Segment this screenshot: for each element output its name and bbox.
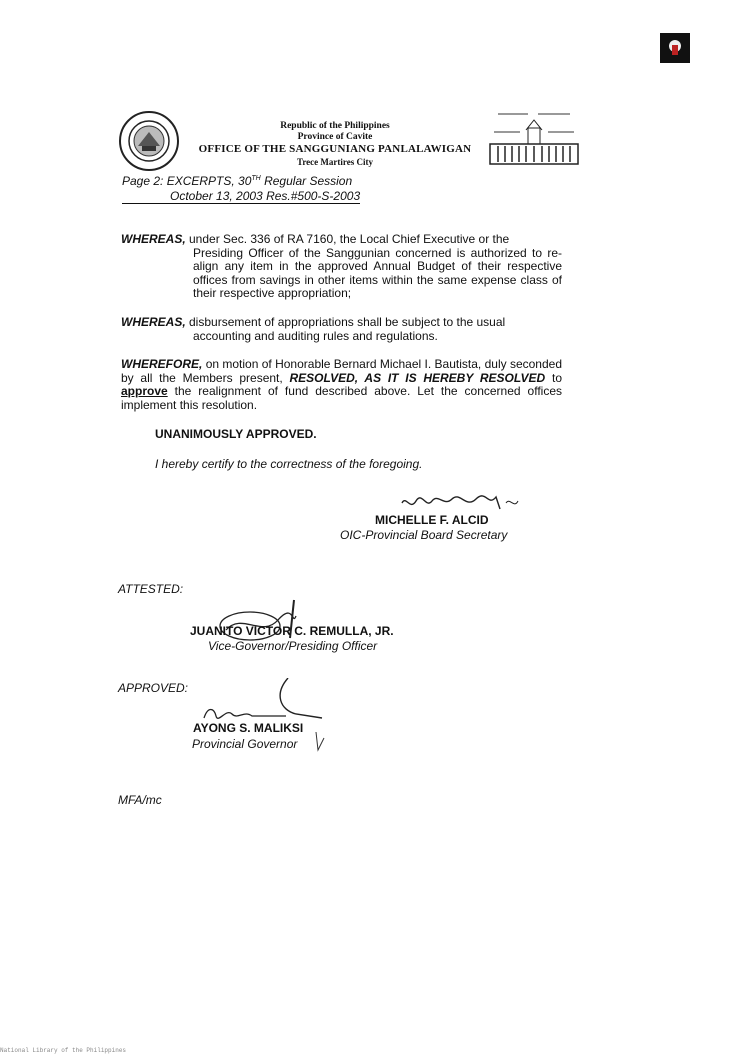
attested-label: ATTESTED: — [118, 582, 184, 596]
whereas-keyword: WHEREAS, — [121, 315, 186, 329]
page-reference-prefix: Page 2: EXCERPTS, 30 — [122, 174, 252, 188]
paragraph-indented-text: Presiding Officer of the Sanggunian concerned is authorized to re-align any item in the approved Annual Budget of their respective offices from savings in other items within the same expense class of their respective appropriation; — [193, 245, 562, 301]
resolution-date-line: October 13, 2003 Res.#500-S-2003 — [122, 190, 360, 204]
provincial-seal-icon — [118, 108, 180, 174]
vice-governor-title: Vice-Governor/Presiding Officer — [208, 639, 378, 653]
footer-watermark: National Library of the Philippines — [0, 1047, 127, 1054]
typist-initials: MFA/mc — [118, 793, 162, 807]
corner-badge-icon — [660, 33, 690, 63]
certification-statement: I hereby certify to the correctness of the foregoing. — [155, 457, 423, 471]
secretary-name: MICHELLE F. ALCID — [375, 513, 489, 527]
header-city: Trece Martires City — [297, 157, 373, 167]
page-reference-superscript: TH — [251, 175, 261, 182]
paragraph-indented-text: accounting and auditing rules and regulations. — [193, 328, 438, 343]
whereas-paragraph-1 — [121, 233, 562, 301]
whereas-paragraph-2 — [121, 316, 562, 343]
header-republic: Republic of the Philippines — [280, 121, 390, 131]
resolved-clause: RESOLVED, AS IT IS HEREBY RESOLVED — [289, 370, 546, 385]
page-reference-suffix: Regular Session — [260, 174, 353, 188]
wherefore-keyword: WHEREFORE, — [121, 357, 203, 371]
unanimously-approved: UNANIMOUSLY APPROVED. — [155, 427, 317, 441]
approve-word: approve — [121, 384, 168, 399]
paragraph-text: to — [545, 370, 562, 385]
governor-name: AYONG S. MALIKSI — [193, 721, 304, 735]
capitol-building-seal-icon — [488, 108, 580, 170]
paragraph-text: disbursement of appropriations shall be subject to the usual — [185, 315, 506, 329]
governor-initial-mark-icon — [312, 728, 330, 754]
approved-label: APPROVED: — [118, 681, 189, 695]
page-reference — [122, 174, 352, 188]
header-office: OFFICE OF THE SANGGUNIANG PANLALAWIGAN — [198, 143, 472, 155]
paragraph-text: under Sec. 336 of RA 7160, the Local Chief Executive or the — [185, 232, 510, 246]
governor-title: Provincial Governor — [192, 737, 298, 751]
wherefore-paragraph — [121, 358, 562, 412]
whereas-keyword: WHEREAS, — [121, 232, 186, 246]
paragraph-text: the realignment of fund described above. Let the concerned offices implement this resolution. — [121, 384, 562, 412]
secretary-title: OIC-Provincial Board Secretary — [340, 528, 508, 542]
header-province: Province of Cavite — [297, 132, 373, 142]
paragraph-text: on motion of Honorable Bernard Michael I. Bautista, duly seconded by all the Members present, — [121, 357, 562, 385]
vice-governor-name: JUANITO VICTOR C. REMULLA, JR. — [190, 624, 394, 638]
